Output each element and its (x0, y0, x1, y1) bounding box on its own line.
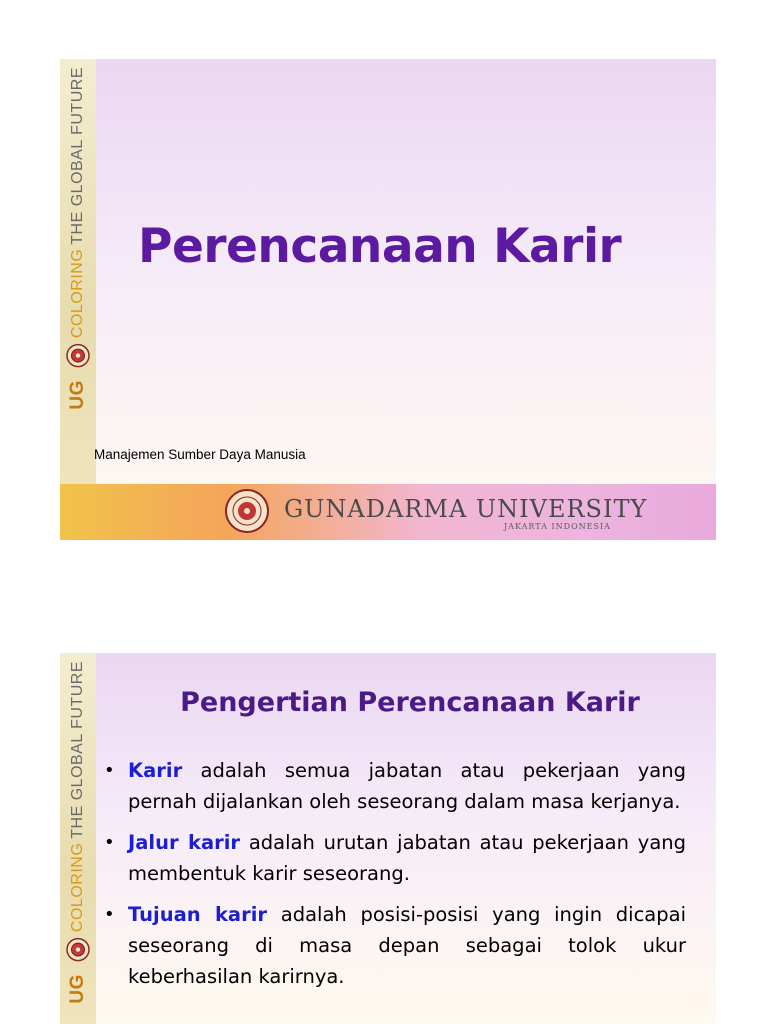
definition-text: adalah semua jabatan atau pekerjaan yang pernah dijalankan oleh seseorang dalam masa kerjanya. (128, 759, 686, 813)
term-tujuan-karir: Tujuan karir (128, 903, 268, 926)
sidebar-strip (60, 653, 96, 1024)
list-item (104, 827, 686, 889)
university-logo-icon (224, 488, 270, 534)
slide-1 (60, 59, 716, 540)
sidebar-ug: UG (67, 380, 88, 410)
term-jalur-karir: Jalur karir (128, 831, 241, 854)
definition-text: adalah urutan jabatan atau pekerjaan yang membentuk karir seseorang. (128, 831, 686, 885)
slide-2 (60, 653, 716, 1024)
sidebar-global-future: THE GLOBAL FUTURE (69, 67, 86, 245)
footer-banner (60, 484, 716, 540)
university-seal-icon (66, 938, 90, 962)
slide-subtitle: Manajemen Sumber Daya Manusia (94, 447, 306, 462)
sidebar-coloring: COLORING (69, 248, 86, 339)
sidebar-global-future: THE GLOBAL FUTURE (69, 661, 86, 839)
sidebar-ug: UG (67, 974, 88, 1004)
bullet-list (104, 755, 686, 1002)
list-item (104, 899, 686, 992)
sidebar-coloring: COLORING (69, 842, 86, 933)
sidebar-slogan (66, 67, 90, 410)
university-seal-icon (66, 344, 90, 368)
footer-university-name: GUNADARMA UNIVERSITY (284, 495, 648, 523)
footer-location: JAKARTA INDONESIA (504, 522, 611, 531)
slide-title: Pengertian Perencanaan Karir (180, 687, 640, 718)
term-karir: Karir (128, 759, 183, 782)
sidebar-slogan (66, 661, 90, 1004)
slide-title: Perencanaan Karir (138, 219, 622, 274)
list-item (104, 755, 686, 817)
sidebar-strip (60, 59, 96, 484)
definition-text: adalah posisi-posisi yang ingin dicapai seseorang di masa depan sebagai tolok ukur keberhasilan karirnya. (128, 903, 686, 988)
